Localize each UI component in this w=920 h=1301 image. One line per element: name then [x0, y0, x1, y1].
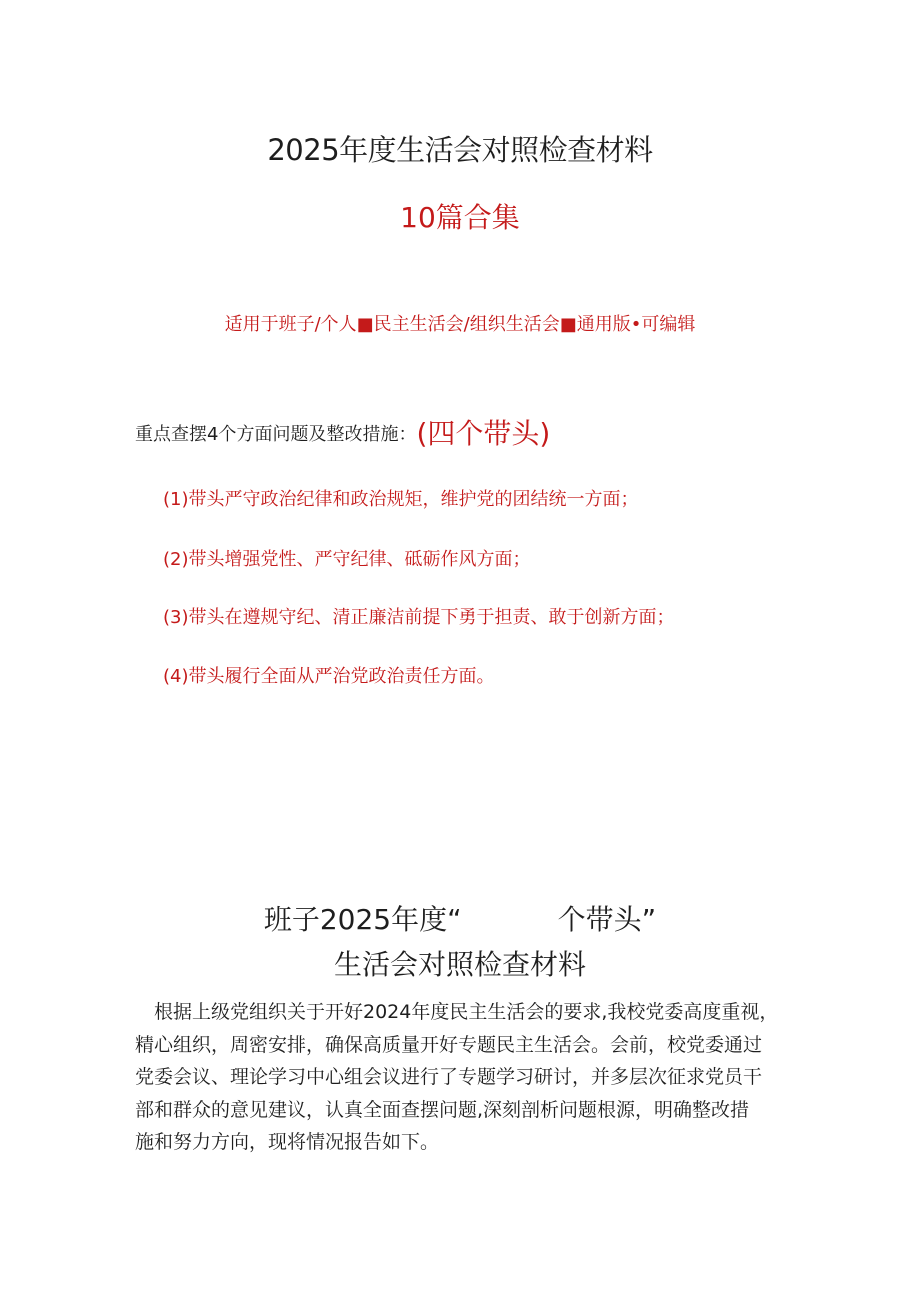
- focus-item-2: (2)带头增强党性、严守纪律、砥砺作风方面；: [163, 549, 531, 570]
- section-title-line-1: [0, 898, 920, 938]
- focus-highlight: (四个带头): [416, 417, 551, 450]
- cover-tagline: 适用于班子/个人■民主生活会/组织生活会■通用版•可编辑: [224, 314, 696, 335]
- paragraph-line: 精心组织，周密安排，确保高质量开好专题民主生活会。会前，校党委通过: [135, 1033, 763, 1056]
- paragraph-line: 部和群众的意见建议，认真全面查摆问题,深刻剖析问题根源，明确整改措: [135, 1098, 750, 1121]
- paragraph-line: 根据上级党组织关于开好2024年度民主生活会的要求,我校党委高度重视，: [135, 1001, 779, 1023]
- section-paragraph: [135, 996, 801, 1159]
- focus-item-3: (3)带头在遵规守纪、清正廉洁前提下勇于担责、敢于创新方面；: [163, 607, 675, 628]
- section-title-left: 班子2025年度“: [263, 903, 462, 936]
- cover-title: 2025年度生活会对照检查材料: [267, 133, 653, 167]
- cover-subtitle: 10篇合集: [400, 201, 520, 234]
- section-title-right: 个带头”: [557, 903, 657, 936]
- paragraph-line: 施和努力方向，现将情况报告如下。: [135, 1131, 440, 1153]
- focus-item-1: (1)带头严守政治纪律和政治规矩，维护党的团结统一方面；: [163, 489, 639, 510]
- focus-item-4: (4)带头履行全面从严治党政治责任方面。: [163, 666, 495, 687]
- focus-label: 重点查摆4个方面问题及整改措施：: [135, 424, 417, 445]
- paragraph-line: 党委会议、理论学习中心组会议进行了专题学习研讨，并多层次征求党员干: [135, 1066, 763, 1088]
- section-title-line-2: 生活会对照检查材料: [333, 948, 586, 981]
- focus-heading: [135, 412, 550, 452]
